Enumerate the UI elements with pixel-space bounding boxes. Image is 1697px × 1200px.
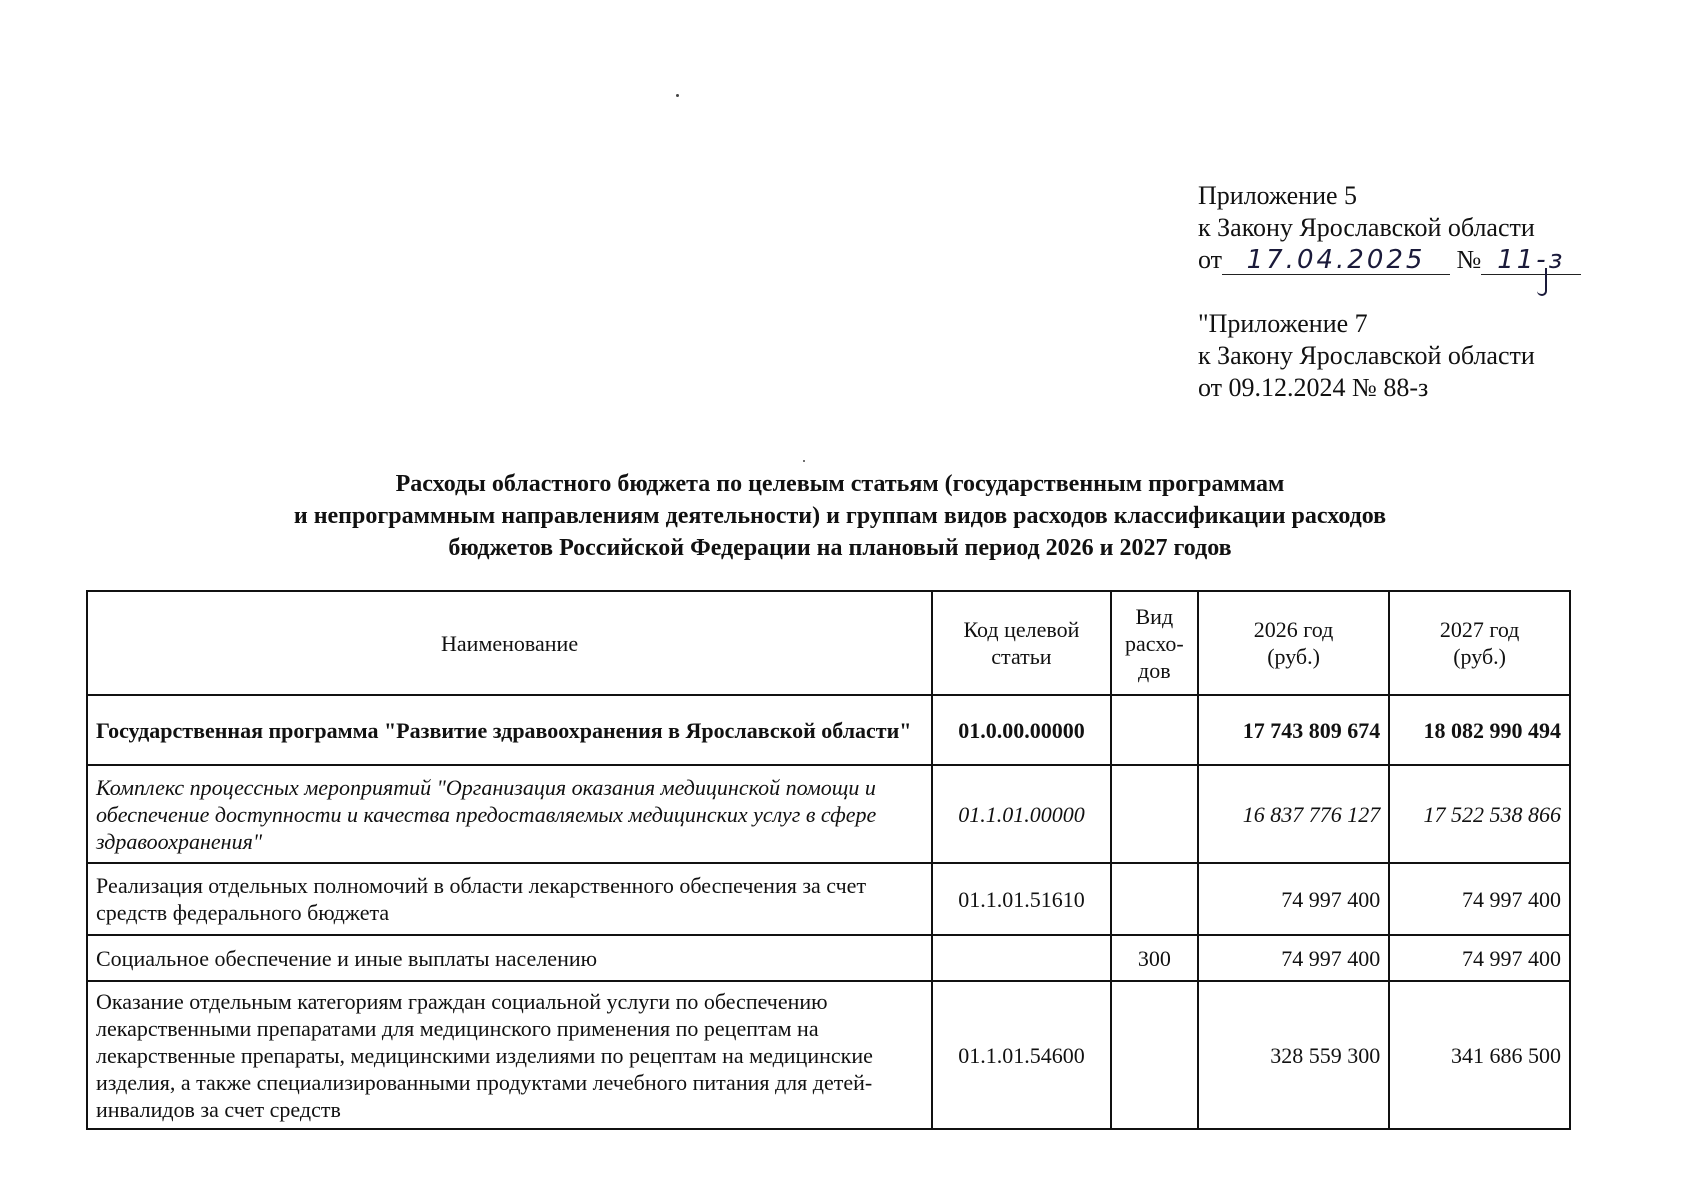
appendix-law: к Закону Ярославской области: [1198, 213, 1535, 242]
number-prefix: №: [1456, 245, 1482, 274]
row-vid: 300: [1111, 935, 1198, 981]
row-2026: 16 837 776 127: [1198, 765, 1389, 863]
table-row: [87, 935, 1570, 981]
row-2026: 74 997 400: [1198, 863, 1389, 935]
row-name: Государственная программа "Развитие здравоохранения в Ярославской области": [87, 695, 932, 765]
row-code: 01.0.00.00000: [932, 695, 1111, 765]
header-vid-line-1: Вид: [1135, 603, 1174, 629]
row-code: 01.1.01.51610: [932, 863, 1111, 935]
row-2026: 74 997 400: [1198, 935, 1389, 981]
title-line-2: и непрограммным направлениям деятельности) и группам видов расходов классификации расходов: [293, 503, 1387, 529]
table-row: [87, 981, 1570, 1129]
row-name: Социальное обеспечение и иные выплаты населению: [87, 935, 932, 981]
row-2027: 74 997 400: [1389, 935, 1570, 981]
handwritten-date: 17.04.2025: [1222, 246, 1450, 275]
title-line-3: бюджетов Российской Федерации на плановый период 2026 и 2027 годов: [448, 535, 1232, 561]
scan-speck: [676, 94, 679, 97]
row-name: Оказание отдельным категориям граждан социальной услуги по обеспечению лекарственными препаратами для медицинского применения по рецептам на лекарственные препараты, медицинскими изделиями по рецептам на медицинские изделия, а также специализированными продуктами лечебного питания для детей-инвалидов за счет средств: [87, 981, 932, 1129]
referenced-appendix: "Приложение 7: [1198, 309, 1368, 338]
header-vid-line-3: дов: [1138, 657, 1171, 683]
budget-table: [86, 590, 1571, 1130]
row-vid: [1111, 863, 1198, 935]
table-header-row: [87, 591, 1570, 695]
header-vid: [1111, 591, 1198, 695]
date-prefix: от: [1198, 245, 1223, 274]
scan-speck: [803, 460, 805, 462]
row-2026: 17 743 809 674: [1198, 695, 1389, 765]
row-2027: 18 082 990 494: [1389, 695, 1570, 765]
referenced-date: от 09.12.2024 № 88-з: [1198, 373, 1429, 402]
row-code: 01.1.01.00000: [932, 765, 1111, 863]
header-vid-line-2: расхо-: [1124, 630, 1184, 656]
row-name: Реализация отдельных полномочий в области лекарственного обеспечения за счет средств федерального бюджета: [87, 863, 932, 935]
header-code-line-2: статьи: [991, 644, 1052, 669]
row-2026: 328 559 300: [1198, 981, 1389, 1129]
handwritten-number: 11-з: [1481, 246, 1581, 275]
row-vid: [1111, 695, 1198, 765]
header-code: [932, 591, 1111, 695]
header-name: Наименование: [87, 591, 932, 695]
document-title: [90, 468, 1590, 564]
table-row: [87, 695, 1570, 765]
header-2027: [1389, 591, 1570, 695]
row-2027: 341 686 500: [1389, 981, 1570, 1129]
header-code-line-1: Код целевой: [963, 617, 1080, 642]
appendix-date-line: [1198, 244, 1598, 276]
row-name: Комплекс процессных мероприятий "Организация оказания медицинской помощи и обеспечение доступности и качества предоставляемых медицинских услуг в сфере здравоохранения": [87, 765, 932, 863]
appendix-number: Приложение 5: [1198, 181, 1358, 210]
table-row: [87, 863, 1570, 935]
header-2026-line-2: (руб.): [1267, 644, 1320, 669]
row-code: 01.1.01.54600: [932, 981, 1111, 1129]
header-2027-line-1: 2027 год: [1439, 617, 1520, 642]
title-line-1: Расходы областного бюджета по целевым статьям (государственным программам: [395, 471, 1285, 497]
referenced-law: к Закону Ярославской области: [1198, 341, 1535, 370]
header-2027-line-2: (руб.): [1453, 644, 1506, 669]
header-2026-line-1: 2026 год: [1253, 617, 1334, 642]
row-code: [932, 935, 1111, 981]
table-row: [87, 765, 1570, 863]
row-vid: [1111, 981, 1198, 1129]
header-2026: [1198, 591, 1389, 695]
row-2027: 17 522 538 866: [1389, 765, 1570, 863]
row-vid: [1111, 765, 1198, 863]
appendix-header: [1198, 180, 1598, 404]
row-2027: 74 997 400: [1389, 863, 1570, 935]
